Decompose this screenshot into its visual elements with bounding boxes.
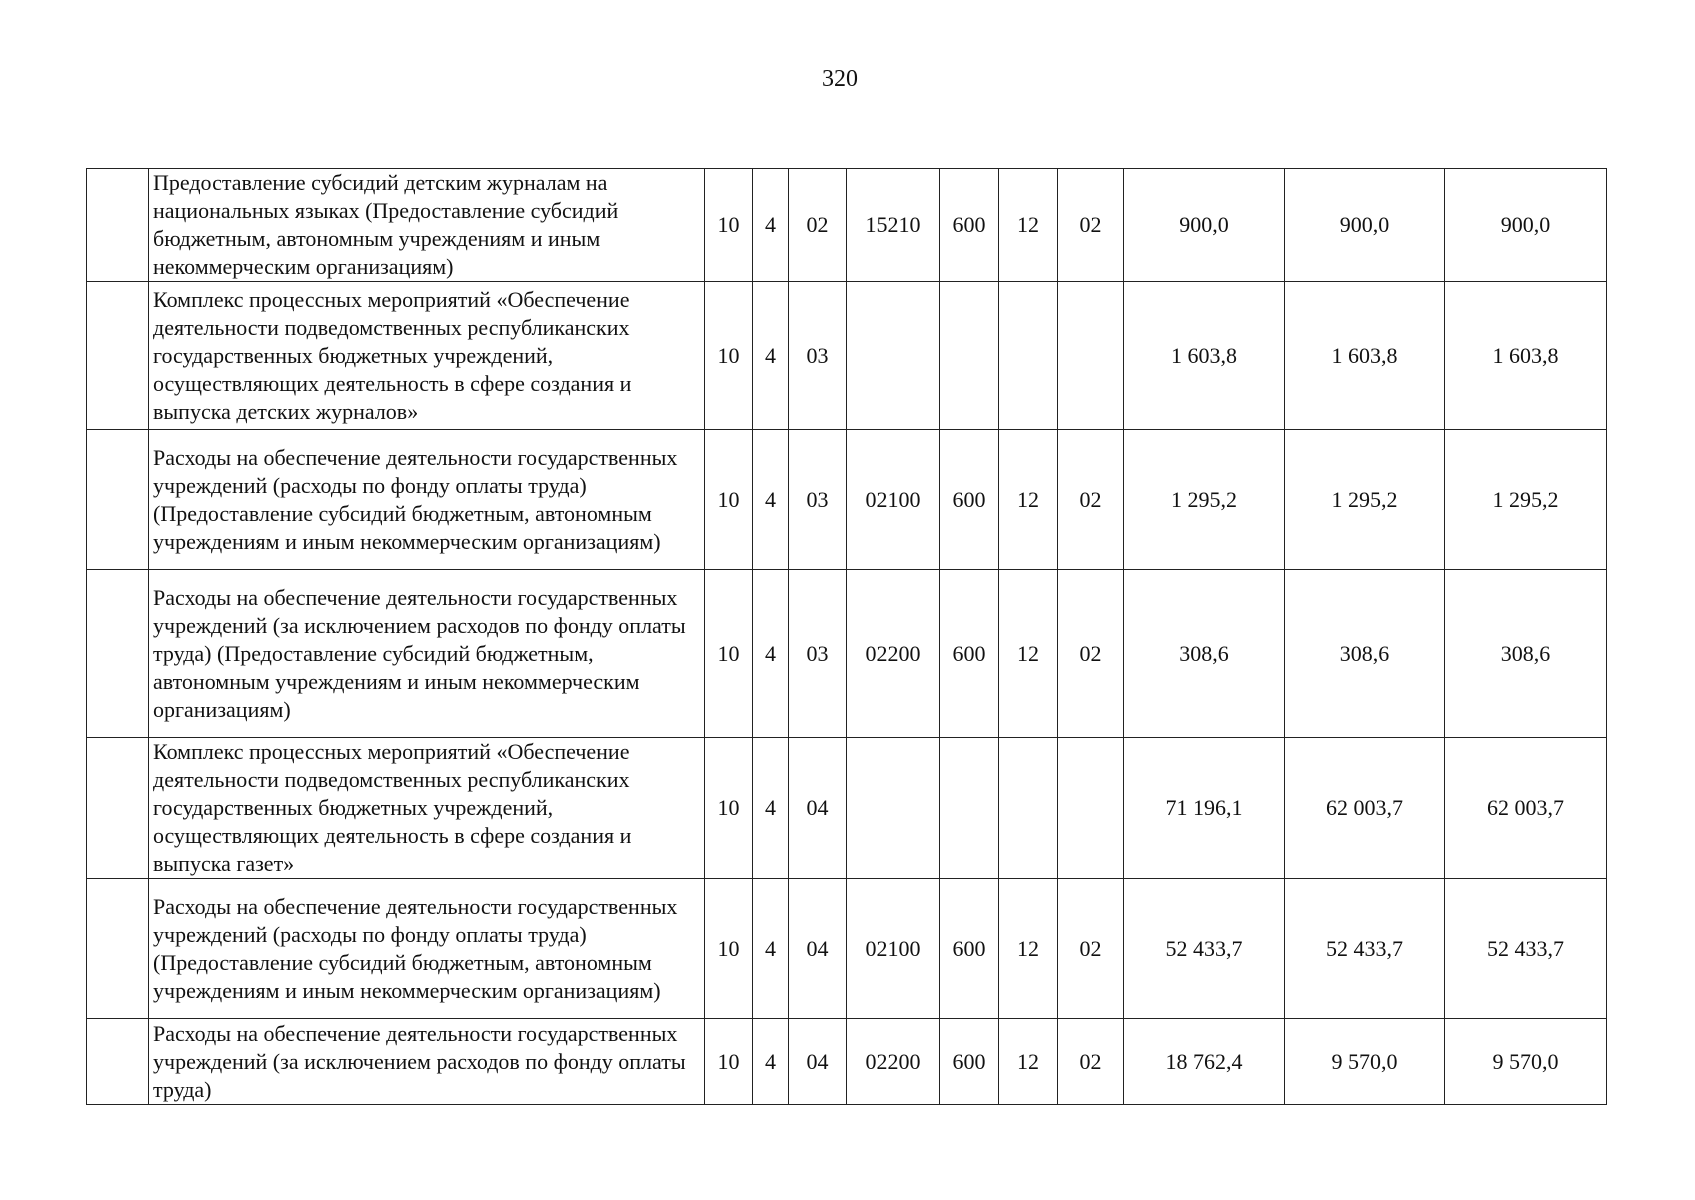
page-number: 320 bbox=[822, 66, 858, 92]
code-cell: 10 bbox=[705, 169, 753, 282]
value-cell: 900,0 bbox=[1124, 169, 1285, 282]
code-cell: 600 bbox=[940, 879, 999, 1019]
value-cell: 1 603,8 bbox=[1285, 282, 1445, 430]
table-row bbox=[87, 1019, 1607, 1105]
value-cell: 1 295,2 bbox=[1124, 430, 1285, 570]
code-cell: 4 bbox=[753, 570, 789, 738]
code-cell bbox=[1058, 282, 1124, 430]
code-cell bbox=[940, 738, 999, 879]
value-cell: 308,6 bbox=[1445, 570, 1607, 738]
row-number-cell bbox=[87, 430, 149, 570]
row-number-cell bbox=[87, 570, 149, 738]
code-cell: 10 bbox=[705, 570, 753, 738]
value-cell: 71 196,1 bbox=[1124, 738, 1285, 879]
code-cell: 12 bbox=[999, 430, 1058, 570]
value-cell: 18 762,4 bbox=[1124, 1019, 1285, 1105]
code-cell: 4 bbox=[753, 169, 789, 282]
code-cell: 4 bbox=[753, 879, 789, 1019]
value-cell: 1 603,8 bbox=[1445, 282, 1607, 430]
row-number-cell bbox=[87, 1019, 149, 1105]
code-cell: 02 bbox=[789, 169, 847, 282]
code-cell: 600 bbox=[940, 570, 999, 738]
code-cell: 10 bbox=[705, 879, 753, 1019]
row-name: Расходы на обеспечение деятельности государственных учреждений (за исключением расходов по фонду оплаты труда) bbox=[149, 1019, 705, 1105]
code-cell: 04 bbox=[789, 879, 847, 1019]
code-cell: 04 bbox=[789, 1019, 847, 1105]
value-cell: 9 570,0 bbox=[1285, 1019, 1445, 1105]
table-row bbox=[87, 430, 1607, 570]
value-cell: 62 003,7 bbox=[1285, 738, 1445, 879]
code-cell: 600 bbox=[940, 169, 999, 282]
code-cell: 10 bbox=[705, 282, 753, 430]
row-name: Расходы на обеспечение деятельности государственных учреждений (за исключением расходов по фонду оплаты труда) (Предоставление субсидий бюджетным, автономным учреждениям и иным некоммерческим организациям) bbox=[149, 570, 705, 738]
value-cell: 52 433,7 bbox=[1445, 879, 1607, 1019]
table-row bbox=[87, 879, 1607, 1019]
code-cell: 12 bbox=[999, 879, 1058, 1019]
code-cell: 10 bbox=[705, 1019, 753, 1105]
code-cell: 12 bbox=[999, 570, 1058, 738]
value-cell: 1 603,8 bbox=[1124, 282, 1285, 430]
code-cell bbox=[940, 282, 999, 430]
code-cell: 12 bbox=[999, 169, 1058, 282]
code-cell: 04 bbox=[789, 738, 847, 879]
table-row bbox=[87, 169, 1607, 282]
code-cell: 10 bbox=[705, 430, 753, 570]
row-number-cell bbox=[87, 169, 149, 282]
code-cell: 02 bbox=[1058, 430, 1124, 570]
row-name: Расходы на обеспечение деятельности государственных учреждений (расходы по фонду оплаты труда) (Предоставление субсидий бюджетным, автономным учреждениям и иным некоммерческим организациям) bbox=[149, 879, 705, 1019]
row-number-cell bbox=[87, 879, 149, 1019]
table-row bbox=[87, 570, 1607, 738]
code-cell: 4 bbox=[753, 282, 789, 430]
code-cell: 02100 bbox=[847, 430, 940, 570]
value-cell: 9 570,0 bbox=[1445, 1019, 1607, 1105]
code-cell: 600 bbox=[940, 430, 999, 570]
code-cell: 03 bbox=[789, 570, 847, 738]
row-name: Расходы на обеспечение деятельности государственных учреждений (расходы по фонду оплаты труда) (Предоставление субсидий бюджетным, автономным учреждениям и иным некоммерческим организациям) bbox=[149, 430, 705, 570]
value-cell: 1 295,2 bbox=[1445, 430, 1607, 570]
code-cell: 03 bbox=[789, 430, 847, 570]
row-name: Предоставление субсидий детским журналам на национальных языках (Предоставление субсидий бюджетным, автономным учреждениям и иным некоммерческим организациям) bbox=[149, 169, 705, 282]
value-cell: 52 433,7 bbox=[1124, 879, 1285, 1019]
code-cell: 02 bbox=[1058, 1019, 1124, 1105]
code-cell: 03 bbox=[789, 282, 847, 430]
code-cell: 02100 bbox=[847, 879, 940, 1019]
table-row bbox=[87, 738, 1607, 879]
code-cell: 600 bbox=[940, 1019, 999, 1105]
value-cell: 62 003,7 bbox=[1445, 738, 1607, 879]
code-cell: 10 bbox=[705, 738, 753, 879]
row-number-cell bbox=[87, 738, 149, 879]
row-number-cell bbox=[87, 282, 149, 430]
row-name: Комплекс процессных мероприятий «Обеспечение деятельности подведомственных республиканских государственных бюджетных учреждений, осуществляющих деятельность в сфере создания и выпуска газет» bbox=[149, 738, 705, 879]
code-cell: 02200 bbox=[847, 570, 940, 738]
code-cell bbox=[999, 738, 1058, 879]
code-cell: 12 bbox=[999, 1019, 1058, 1105]
code-cell: 4 bbox=[753, 738, 789, 879]
value-cell: 308,6 bbox=[1124, 570, 1285, 738]
value-cell: 900,0 bbox=[1445, 169, 1607, 282]
table-row bbox=[87, 282, 1607, 430]
row-name: Комплекс процессных мероприятий «Обеспечение деятельности подведомственных республиканских государственных бюджетных учреждений, осуществляющих деятельность в сфере создания и выпуска детских журналов» bbox=[149, 282, 705, 430]
budget-table bbox=[86, 168, 1607, 1105]
code-cell: 02200 bbox=[847, 1019, 940, 1105]
code-cell: 02 bbox=[1058, 169, 1124, 282]
code-cell bbox=[999, 282, 1058, 430]
code-cell: 15210 bbox=[847, 169, 940, 282]
value-cell: 308,6 bbox=[1285, 570, 1445, 738]
code-cell: 4 bbox=[753, 430, 789, 570]
value-cell: 1 295,2 bbox=[1285, 430, 1445, 570]
value-cell: 52 433,7 bbox=[1285, 879, 1445, 1019]
code-cell bbox=[847, 282, 940, 430]
code-cell: 4 bbox=[753, 1019, 789, 1105]
code-cell bbox=[847, 738, 940, 879]
value-cell: 900,0 bbox=[1285, 169, 1445, 282]
code-cell bbox=[1058, 738, 1124, 879]
code-cell: 02 bbox=[1058, 879, 1124, 1019]
code-cell: 02 bbox=[1058, 570, 1124, 738]
